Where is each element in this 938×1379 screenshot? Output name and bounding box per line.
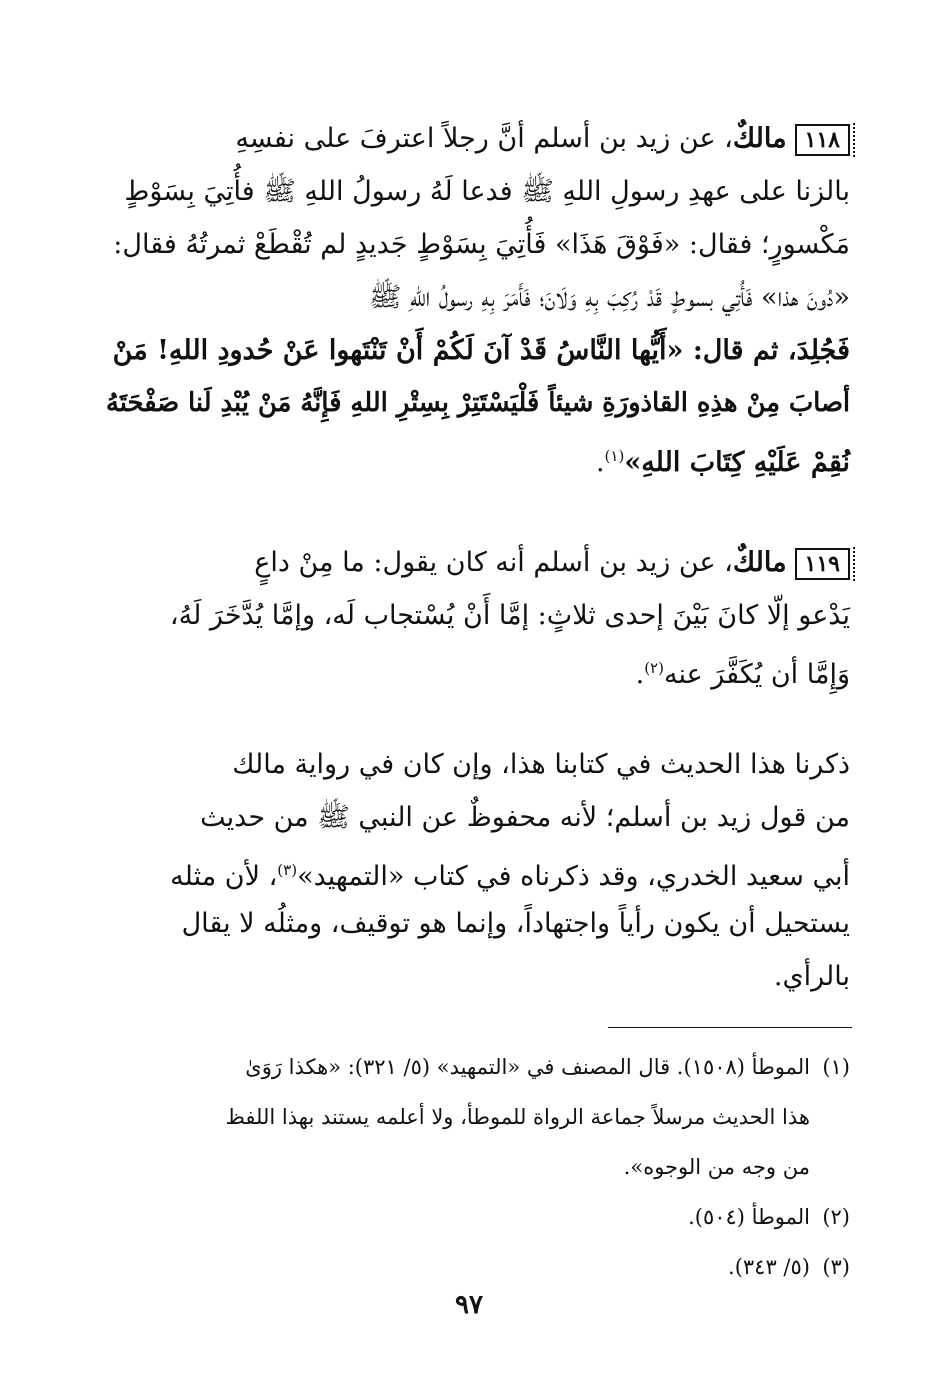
- commentary-line: ذكرنا هذا الحديث في كتابنا هذا، وإن كان في رواية مالك: [232, 749, 850, 780]
- footnote-text: الموطأ (٥٠٤).: [688, 1205, 810, 1229]
- entry-text: ، عن زيد بن أسلم أنَّ رجلاً اعترفَ على نفسِهِ: [235, 123, 733, 154]
- commentary-line: بالرأي.: [773, 961, 850, 992]
- entry-text: .: [595, 447, 605, 478]
- footnote-number: (١): [822, 1055, 850, 1079]
- hadith-entry-118: [90, 112, 850, 483]
- hadith-entry-119: [90, 536, 850, 695]
- hadith-number-box: ١١٩: [795, 548, 850, 580]
- entry-line: يَدْعو إلّا كانَ بَيْنَ إحدى ثلاثٍ: إمَّا أَنْ يُسْتجاب لَه، وإمَّا يُدَّخَرَ لَهُ،: [169, 600, 850, 631]
- commentary-line: [90, 844, 850, 897]
- narrator-name: مالكٌ: [732, 547, 787, 578]
- page-number: ٩٧: [455, 1290, 483, 1320]
- footnote-line: [90, 1092, 850, 1142]
- entry-line: بالزنا على عهدِ رسولِ اللهِ ﷺ فدعا لَهُ رسولُ اللهِ ﷺ فأُتِيَ بِسَوْطٍ: [124, 176, 850, 207]
- footnote-number: (٣): [822, 1255, 850, 1279]
- footnote-number: (٢): [822, 1205, 850, 1229]
- commentary-line: يستحيل أن يكون رأياً واجتهاداً، وإنما هو توقيف، ومثلُه لا يقال: [181, 908, 850, 939]
- hadith-number-box: ١١٨: [795, 124, 850, 156]
- footnote-text: الموطأ (١٥٠٨). قال المصنف في «التمهيد» (٥/ ٣٢١): «هكذا رَوَىٰ: [245, 1055, 810, 1079]
- entry-line: فَجُلِدَ، ثم قال: «أَيُّها النَّاسُ قَدْ آنَ لَكُمْ أَنْ تَنْتَهوا عَنْ حُدودِ اللهِ! مَنْ: [112, 335, 850, 366]
- commentary-text: أبي سعيد الخدري، وقد ذكرناه في كتاب «التمهيد»: [297, 861, 850, 892]
- commentary-line: من قول زيد بن أسلم؛ لأنه محفوظٌ عن النبي ﷺ من حديث: [200, 802, 850, 833]
- entry-line: [90, 642, 850, 695]
- entry-line: [90, 430, 850, 483]
- footnote-line: [90, 1142, 850, 1192]
- footnotes: [90, 1042, 850, 1292]
- footnote-separator: [608, 1027, 852, 1028]
- footnote-ref: (٣): [277, 861, 298, 879]
- entry-text: وَإِمَّا أن يُكَفَّرَ عنه: [663, 659, 850, 690]
- footnote-line: [90, 1242, 850, 1292]
- entry-line: مَكْسورٍ؛ فقال: «فَوْقَ هَذَا» فَأُتِيَ بِسَوْطٍ جَديدٍ لم تُقْطَعْ ثمرتُهُ فقال:: [113, 229, 850, 260]
- entry-text: ، عن زيد بن أسلم أنه كان يقول: ما مِنْ داعٍ: [254, 547, 733, 578]
- commentary-paragraph: [90, 738, 850, 1003]
- entry-line: «دُونَ هذا» فَأُتِي بسوطٍ قَدْ رُكِبَ بِهِ وَلَانَ؛ فَأَمَرَ بِهِ رسولُ اللهِ ﷺ: [368, 282, 850, 313]
- footnote-line: [90, 1192, 850, 1242]
- entry-line: [90, 112, 850, 165]
- entry-line: أصابَ مِنْ هذِهِ القاذورَةِ شيئاً فَلْيَسْتَتِرْ بِسِتْرِ اللهِ فَإِنَّهُ مَنْ يُبْدِ لَنا صَفْحَتَهُ: [105, 388, 850, 418]
- entry-text: نُقِمْ عَلَيْهِ كِتَابَ اللهِ»: [624, 447, 850, 478]
- footnote-ref: (٢): [644, 659, 664, 677]
- footnote-text: هذا الحديث مرسلاً جماعة الرواة للموطأ، ولا أعلمه يستند بهذا اللفظ: [225, 1105, 810, 1129]
- footnote-text: (٥/ ٣٤٣).: [728, 1255, 810, 1279]
- narrator-name: مالكٌ: [732, 123, 787, 154]
- entry-line: [90, 536, 850, 589]
- footnote-line: [90, 1042, 850, 1092]
- footnote-ref: (١): [604, 447, 625, 465]
- footnote-text: من وجه من الوجوه».: [623, 1155, 810, 1179]
- entry-text: .: [635, 659, 645, 690]
- commentary-text: ، لأن مثله: [170, 861, 278, 892]
